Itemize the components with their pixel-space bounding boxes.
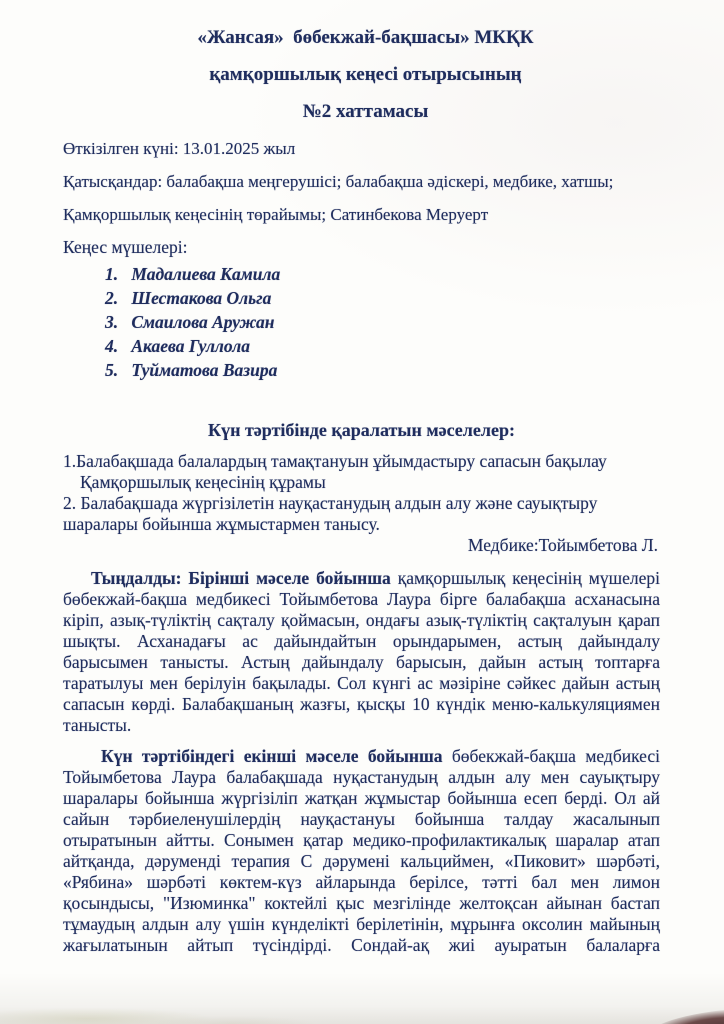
members-list	[63, 262, 660, 382]
minutes-paragraph-2	[63, 746, 660, 956]
agenda-items	[63, 451, 660, 556]
member-number: 5.	[105, 360, 119, 380]
participants-line: Қатысқандар: балабақша меңгерушісі; балабақша әдіскері, медбике, хатшы;	[63, 172, 614, 191]
member-number: 2.	[105, 288, 119, 308]
member-name: Мадалиева Камила	[131, 264, 281, 284]
agenda-item-1-line-1: 1.Балабақшада балалардың тамақтануын ұйымдастыру сапасын бақылау	[63, 451, 607, 471]
member-number: 4.	[105, 336, 119, 356]
agenda-item-2-line-2: шаралары бойынша жұмыстармен танысу.	[63, 514, 380, 534]
chairwoman-line: Қамқоршылық кеңесінің төрайымы; Сатинбекова Меруерт	[63, 205, 489, 224]
member-number: 1.	[105, 264, 119, 284]
scan-bottom-shadow	[0, 1006, 724, 1024]
members-label: Кеңес мүшелері:	[63, 237, 188, 257]
member-number: 3.	[105, 312, 119, 332]
list-item	[105, 310, 660, 334]
agenda-item-1-line-2: Қамқоршылық кеңесінің құрамы	[80, 472, 326, 492]
list-item	[105, 334, 660, 358]
document-title-line-1: «Жансая» бөбекжай-бақшасы» МКҚК	[197, 27, 534, 48]
meeting-meta	[63, 138, 660, 225]
member-name: Шестакова Ольга	[131, 288, 272, 308]
minutes-paragraph-1	[63, 568, 660, 736]
list-item	[105, 262, 660, 286]
meeting-date-line: Өткізілген күні: 13.01.2025 жыл	[63, 139, 296, 158]
paragraph-2-lead-bold: Күн тәртібіндегі екінші мәселе бойынша	[101, 746, 443, 766]
document-title	[71, 27, 660, 122]
list-item	[105, 286, 660, 310]
scan-corner-artifact	[645, 1009, 724, 1024]
member-name: Акаева Гуллола	[131, 336, 250, 356]
document-title-line-3: №2 хаттамасы	[302, 101, 429, 122]
paragraph-2-text: бөбекжай-бақша медбикесі Тойымбетова Лаура балабақшада нуқастанудың алдын алу мен сауықтыру шаралары бойынша жүргізіліп жатқан жұмыстар бойынша есеп берді. Ол ай сайын тәрбиеленушілердің науқастануы бойынша талдау жасалынып отыратынын айтты. Сонымен қатар медико-профилактикалық шаралар атап айтқанда, дәруменді терапия С дәрумені кальциймен, «Пиковит» шәрбәті, «Рябина» шәрбәті көктем-күз айларында берілсе, тәтті бал мен лимон қосындысы, "Изюминка" коктейлі қыс мезгілінде желтоқсан айынан бастап тұмаудың алдын алу үшін күнделікті берілетінін, мұрынға оксолин майының жағылатынын айтып түсіндірді. Сондай-ақ жиі ауыратын балаларға	[63, 746, 660, 955]
member-name: Смаилова Аружан	[131, 312, 275, 332]
paragraph-1-text: қамқоршылық кеңесінің мүшелері бөбекжай-бақша медбикесі Тойымбетова Лаура бірге балабақша асханасына кіріп, азық-түліктің сақталу қоймасын, ондағы азық-түліктің сақталуын қарап шықты. Асханадағы ас дайындайтын орындарымен, астың дайындалу барысымен танысты. Астың дайындалу барысын, дайын астың топтарға таратылуы мен берілуін бақылады. Сол күнгі ас мәзіріне сәйкес дайын астың сапасын көрді. Балабақшаның жазғы, қысқы 10 күндік меню-калькуляциямен танысты.	[63, 568, 660, 735]
paragraph-1-lead-bold: Тыңдалды: Бірінші мәселе бойынша	[91, 568, 391, 588]
agenda-heading: Күн тәртібінде қаралатын мәселелер:	[208, 420, 515, 440]
list-item	[105, 358, 660, 382]
document-title-line-2: қамқоршылық кеңесі отырысының	[209, 64, 522, 85]
nurse-signature-line: Медбике:Тойымбетова Л.	[467, 535, 658, 555]
agenda-item-2-line-1: 2. Балабақшада жүргізілетін науқастанудың алдын алу және сауықтыру	[63, 493, 598, 513]
member-name: Туйматова Вазира	[131, 360, 278, 380]
